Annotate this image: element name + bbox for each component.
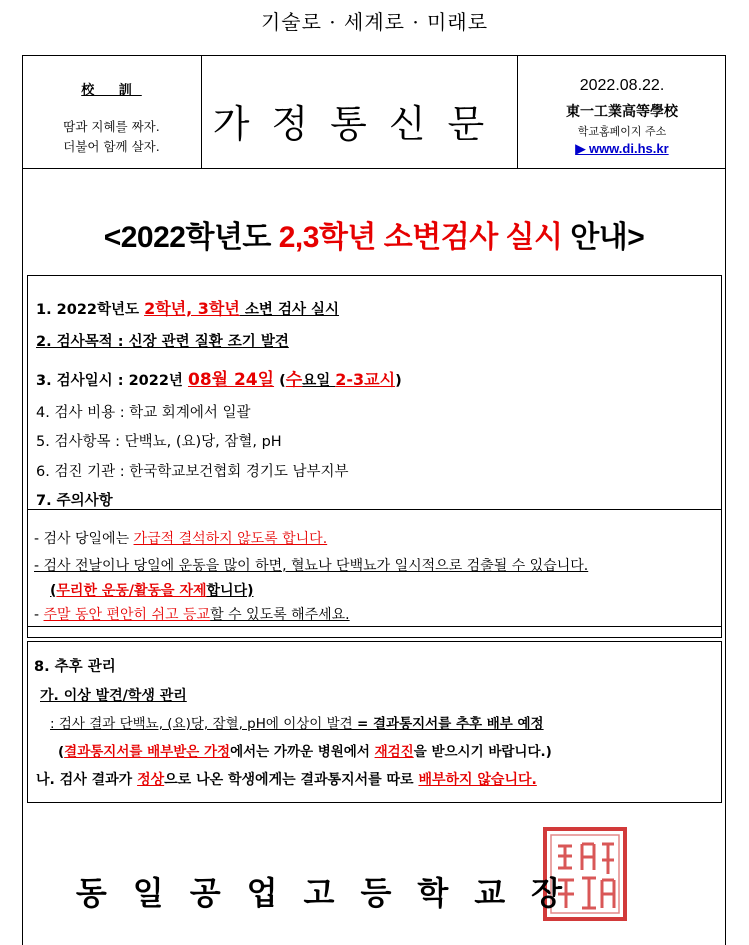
followup-ga: 가. 이상 발견/학생 관리 [40,688,187,704]
item-3: 3. 검사일시 : 2022년 08월 24일 (수요일 2-3교시) [36,370,402,390]
followup-na: 나. 검사 결과가 정상으로 나온 학생에게는 결과통지서를 따로 배부하지 않습니다. [36,772,537,788]
school-motto-cell [22,55,202,169]
item-1: 1. 2022학년도 2학년, 3학년 소변 검사 실시 [36,299,340,318]
item-5: 5. 검사항목 : 단백뇨, (요)당, 잠혈, pH [36,434,282,450]
homepage-link[interactable]: ▶ www.di.hs.kr [575,141,669,156]
school-motto-label: 校 訓 [81,83,142,98]
title-part2: 2,3학년 소변검사 실시 [278,221,563,254]
followup-ga-line2: (결과통지서를 배부받은 가정에서는 가까운 병원에서 재검진을 받으시기 바랍니다.) [58,744,552,760]
school-name-hanja: 東一工業高等學校 [566,104,678,120]
header-divider [22,168,726,169]
school-motto-line2: 더불어 함께 살자. [63,139,160,154]
item-6: 6. 검진 기관 : 한국학교보건협회 경기도 남부지부 [36,464,349,480]
item-7: 7. 주의사항 [36,493,113,509]
date: 2022.08.22. [579,77,665,94]
item-2: 2. 검사목적 : 신장 관련 질환 조기 발견 [36,334,289,350]
note-3: (무리한 운동/활동을 자제합니다) [50,583,254,599]
homepage-label: 학교홈페이지 주소 [577,125,667,138]
principal-signature: 동일공업고등학교장 [75,874,589,912]
school-motto-line1: 땀과 지혜를 짜자. [63,119,160,134]
note-4: - 주말 동안 편안히 쉬고 등교할 수 있도록 해주세요. [34,607,350,623]
title-part3: 안내> [562,221,645,254]
title-part1: <2022학년도 [103,221,279,254]
item-4: 4. 검사 비용 : 학교 회계에서 일괄 [36,405,251,421]
followup-ga-line1: : 검사 결과 단백뇨, (요)당, 잠혈, pH에 이상이 발견 = 결과통지서를 추후 배부 예정 [50,716,544,732]
motto-top: 기술로 · 세계로 · 미래로 [260,10,489,34]
followup-heading: 8. 추후 관리 [34,659,116,675]
note-2: - 검사 전날이나 당일에 운동을 많이 하면, 혈뇨나 단백뇨가 일시적으로 검출될 수 있습니다. [34,558,589,574]
school-info-cell [518,55,726,169]
notice-title [22,212,726,256]
doc-title-cell [202,55,518,169]
note-1: - 검사 당일에는 가급적 결석하지 않도록 합니다. [34,531,328,547]
doc-title: 가정통신문 [212,102,507,146]
